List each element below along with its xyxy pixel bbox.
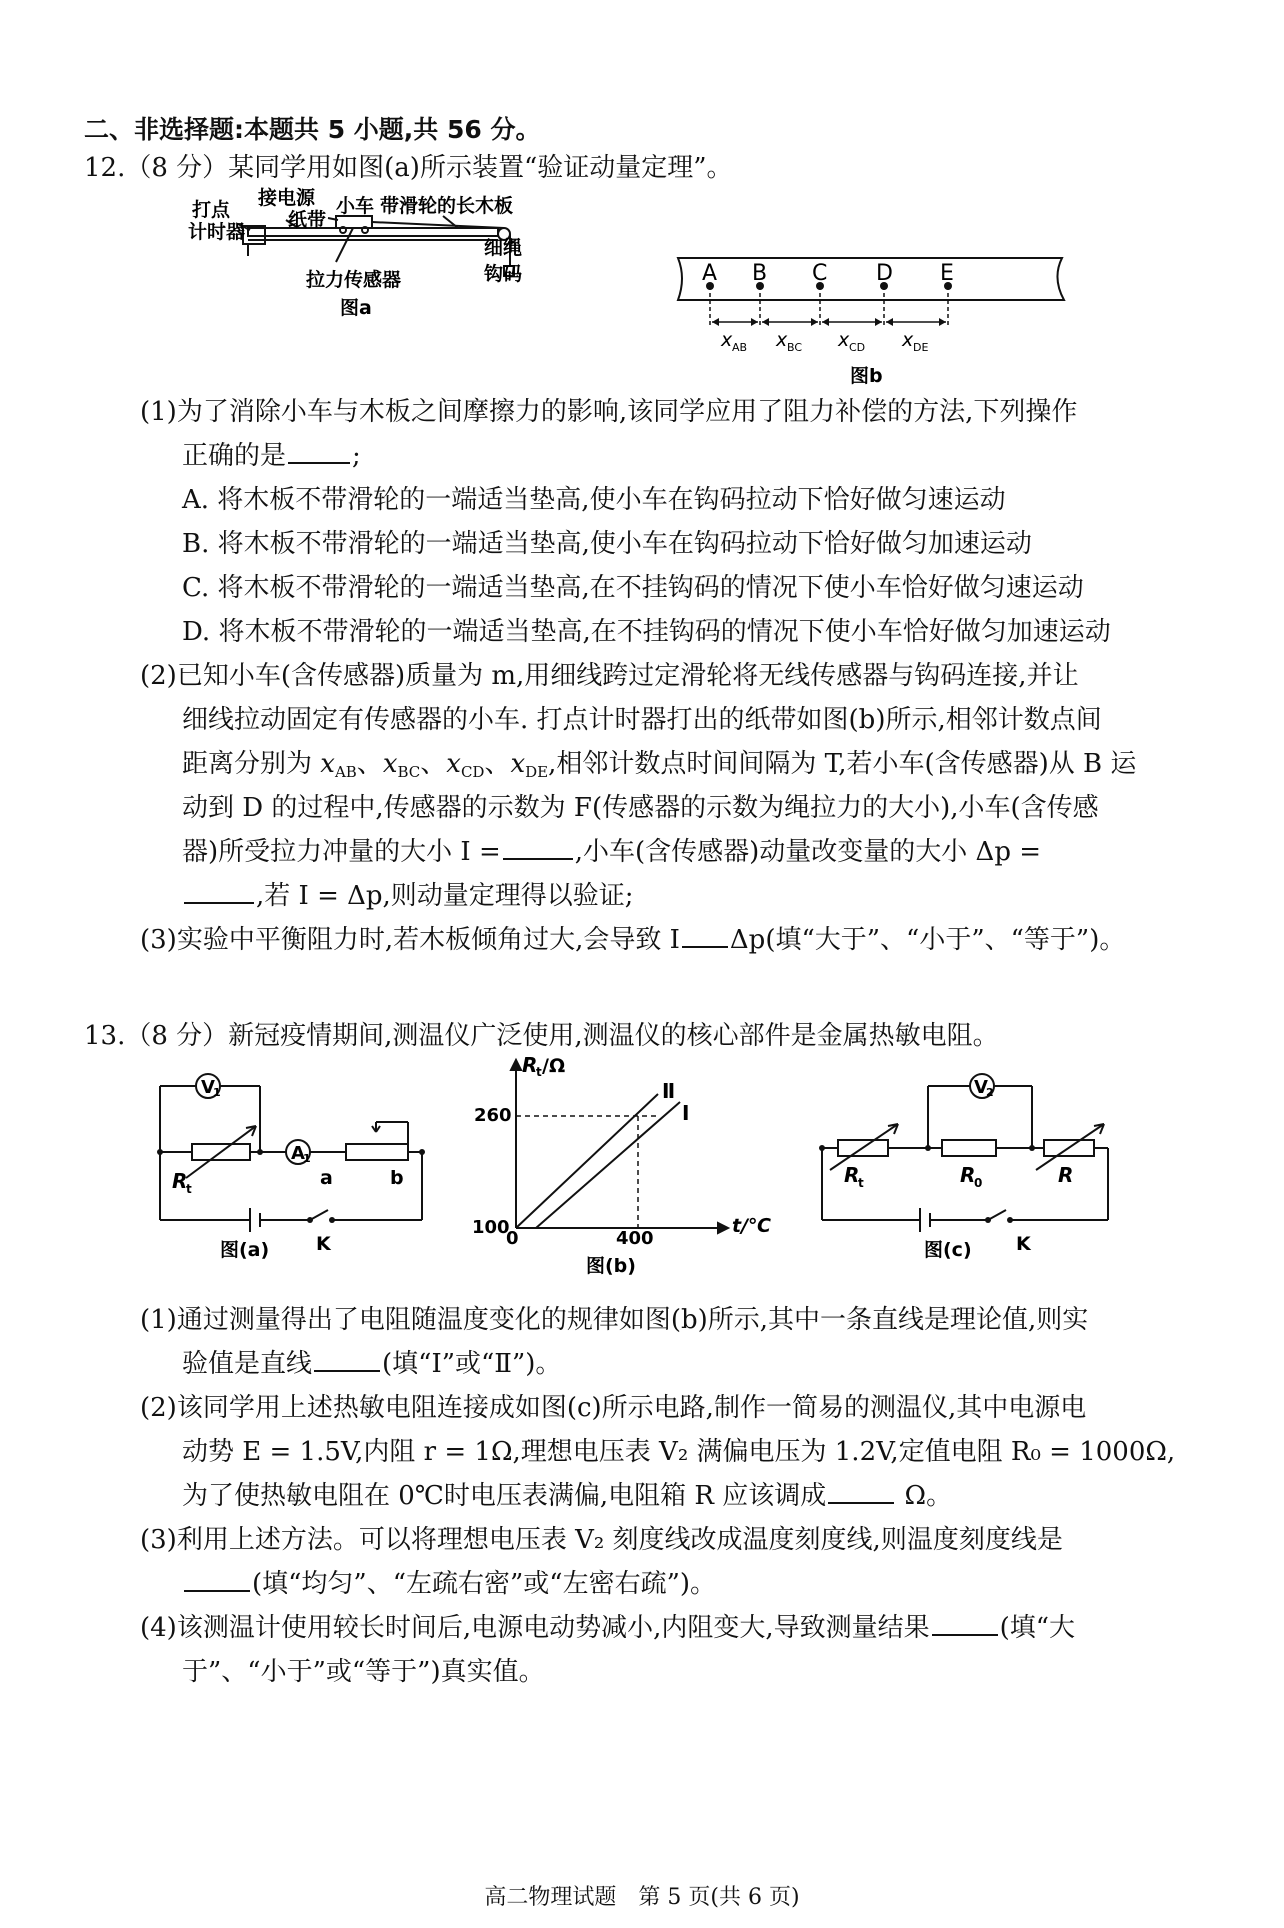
q13-p4-line2: 于”、“小于”或“等于”)真实值。	[182, 1657, 545, 1687]
q12-title: 12.（8 分）某同学用如图(a)所示装置“验证动量定理”。	[84, 153, 733, 183]
interval-label-sub: DE	[913, 341, 929, 354]
q12-p2-line3: 距离分别为 xAB、xBC、xCD、xDE,相邻计数点时间间隔为 T,若小车(含传感器)从 B 运	[182, 749, 1137, 781]
fig13a-r-sub: t	[186, 1182, 192, 1196]
q13-title: 13.（8 分）新冠疫情期间,测温仪广泛使用,测温仪的核心部件是金属热敏电阻。	[84, 1021, 999, 1051]
fig-a-label-dadian1: 打点	[192, 199, 231, 221]
q13-p1-line1: (1)通过测量得出了电阻随温度变化的规律如图(b)所示,其中一条直线是理论值,则实	[140, 1305, 1089, 1335]
interval-label-sub: CD	[849, 341, 866, 354]
arrowhead	[886, 318, 893, 326]
y-axis-arrow	[511, 1060, 521, 1070]
fig13c-rt-label: R	[844, 1163, 860, 1187]
q13-p1-blank[interactable]	[314, 1348, 380, 1372]
fig13b-line2-label: Ⅱ	[662, 1079, 676, 1103]
interval-label: x	[721, 329, 733, 351]
fig-b-caption: 图b	[850, 365, 883, 387]
fig13c-caption: 图(c)	[924, 1239, 972, 1261]
arrowhead	[875, 318, 882, 326]
q12-p2-line1: (2)已知小车(含传感器)质量为 m,用细线跨过定滑轮将无线传感器与钩码连接,并让	[140, 661, 1079, 691]
fig-a-label-tape: 纸带	[288, 209, 327, 231]
tape-point-label-e: E	[940, 261, 954, 286]
fig13a-a-sub: 1	[303, 1152, 311, 1165]
q13-figure-a	[150, 1060, 440, 1282]
fig-a-label-dadian2: 计时器	[188, 221, 246, 243]
fig-a-label-string: 细绳	[484, 237, 523, 259]
arrowhead	[751, 318, 758, 326]
fig-a-label-board: 带滑轮的长木板	[380, 195, 514, 217]
tape-point-label-d: D	[876, 261, 893, 286]
q13-p1-line2: 验值是直线 (填“Ⅰ”或“Ⅱ”)。	[182, 1349, 562, 1379]
fig13a-a-label: A	[291, 1143, 305, 1164]
page-footer: 高二物理试题 第 5 页(共 6 页)	[484, 1885, 800, 1910]
q12-p1-blank[interactable]	[288, 440, 350, 464]
q13-p2-line1: (2)该同学用上述热敏电阻连接成如图(c)所示电路,制作一简易的测温仪,其中电源电	[140, 1393, 1087, 1423]
fig-a-label-cart: 小车	[336, 195, 375, 217]
q13-p3-line1: (3)利用上述方法。可以将理想电压表 V₂ 刻度线改成温度刻度线,则温度刻度线是	[140, 1525, 1063, 1555]
x-axis-arrow	[718, 1223, 728, 1233]
line-II	[516, 1094, 658, 1228]
q13-p4-blank[interactable]	[932, 1612, 998, 1636]
fig13b-ylabel-unit: /Ω	[542, 1055, 566, 1077]
q13-figure-b	[472, 1050, 798, 1282]
q12-impulse-blank[interactable]	[503, 836, 573, 860]
q12-figure-a	[188, 187, 538, 322]
q12-p3-blank[interactable]	[682, 924, 728, 948]
fig-a-label-sensor: 拉力传感器	[306, 269, 402, 291]
fig13c-r-label: R	[1058, 1163, 1074, 1187]
fig13c-v-sub: 2	[986, 1086, 994, 1099]
fig13b-ylabel-sub: t	[536, 1065, 542, 1079]
q12-option-d: D. 将木板不带滑轮的一端适当垫高,在不挂钩码的情况下使小车恰好做匀加速运动	[182, 617, 1111, 647]
fig13a-v-sub: 1	[213, 1086, 221, 1099]
fig13c-rt-sub: t	[858, 1176, 864, 1190]
interval-label-sub: AB	[732, 341, 748, 354]
q13-p2-line3: 为了使热敏电阻在 0℃时电压表满偏,电阻箱 R 应该调成 Ω。	[182, 1481, 953, 1511]
q13-p4-line1: (4)该测温计使用较长时间后,电源电动势减小,内阻变大,导致测量结果 (填“大	[140, 1613, 1076, 1643]
section-header: 二、非选择题:本题共 5 小题,共 56 分。	[84, 115, 541, 144]
q12-p3-line1: (3)实验中平衡阻力时,若木板倾角过大,会导致 I Δp(填“大于”、“小于”、“等于”)。	[140, 925, 1126, 955]
arrowhead	[762, 318, 769, 326]
tape-point-label-c: C	[812, 261, 828, 286]
q12-momentum-blank[interactable]	[184, 880, 254, 904]
fig-a-label-power: 接电源	[258, 187, 316, 209]
interval-label: x	[776, 329, 788, 351]
fig13c-v-label: V	[974, 1077, 988, 1098]
q12-p2-line4: 动到 D 的过程中,传感器的示数为 F(传感器的示数为绳拉力的大小),小车(含传感	[182, 793, 1099, 823]
fig-a-caption: 图a	[340, 297, 372, 319]
fig13b-xtick-400: 400	[616, 1228, 654, 1249]
q13-p3-line2: (填“均匀”、“左疏右密”或“左密右疏”)。	[182, 1568, 716, 1600]
fig13b-line1-label: Ⅰ	[682, 1101, 690, 1125]
tape-point-label-a: A	[702, 261, 718, 286]
fig13c-k-label: K	[1016, 1233, 1031, 1255]
fig13a-r-label: R	[172, 1169, 188, 1193]
fig-a-label-weight: 钩码	[484, 263, 523, 285]
tape-point-label-b: B	[752, 261, 768, 286]
q12-option-a: A. 将木板不带滑轮的一端适当垫高,使小车在钩码拉动下恰好做匀速运动	[182, 485, 1006, 515]
q12-option-c: C. 将木板不带滑轮的一端适当垫高,在不挂钩码的情况下使小车恰好做匀速运动	[182, 573, 1084, 603]
fig13a-k-label: K	[316, 1233, 331, 1255]
arrowhead	[811, 318, 818, 326]
arrowhead	[712, 318, 719, 326]
arrowhead	[822, 318, 829, 326]
fig13b-xlabel: t/℃	[732, 1215, 772, 1237]
fig13b-xtick-0: 0	[506, 1228, 519, 1249]
q12-p2-line2: 细线拉动固定有传感器的小车. 打点计时器打出的纸带如图(b)所示,相邻计数点间	[182, 705, 1102, 735]
interval-label: x	[902, 329, 914, 351]
q12-option-b: B. 将木板不带滑轮的一端适当垫高,使小车在钩码拉动下恰好做匀加速运动	[182, 529, 1032, 559]
q12-p1-line2: 正确的是 ;	[182, 441, 361, 471]
interval-label: x	[838, 329, 850, 351]
q13-p2-blank[interactable]	[828, 1480, 894, 1504]
fig13a-a-terminal: a	[320, 1167, 333, 1189]
fig13c-r0-label: R	[960, 1163, 976, 1187]
interval-label-sub: BC	[787, 341, 803, 354]
line-I	[536, 1102, 680, 1228]
fig13b-ytick-260: 260	[474, 1105, 512, 1126]
q12-p1-line1: (1)为了消除小车与木板之间摩擦力的影响,该同学应用了阻力补偿的方法,下列操作	[140, 397, 1078, 427]
q12-p2-line6: ,若 I = Δp,则动量定理得以验证;	[182, 880, 634, 912]
fig13c-r0-sub: 0	[974, 1176, 983, 1190]
fig13a-caption: 图(a)	[220, 1239, 270, 1261]
q12-p2-line5: 器)所受拉力冲量的大小 I = ,小车(含传感器)动量改变量的大小 Δp =	[182, 837, 1042, 867]
fig13b-ylabel: R	[522, 1053, 538, 1077]
fig13b-ytick-100: 100	[472, 1217, 510, 1238]
arrowhead	[939, 318, 946, 326]
fig13b-caption: 图(b)	[586, 1255, 636, 1277]
fig13a-v-label: V	[201, 1077, 215, 1098]
q12-figure-b	[672, 252, 1072, 392]
q13-p2-line2: 动势 E = 1.5V,内阻 r = 1Ω,理想电压表 V₂ 满偏电压为 1.2V,定值电阻 R₀ = 1000Ω,	[182, 1437, 1176, 1467]
q13-figure-c	[808, 1060, 1128, 1282]
fig13a-b-terminal: b	[390, 1167, 404, 1189]
q13-p3-blank[interactable]	[184, 1568, 250, 1592]
